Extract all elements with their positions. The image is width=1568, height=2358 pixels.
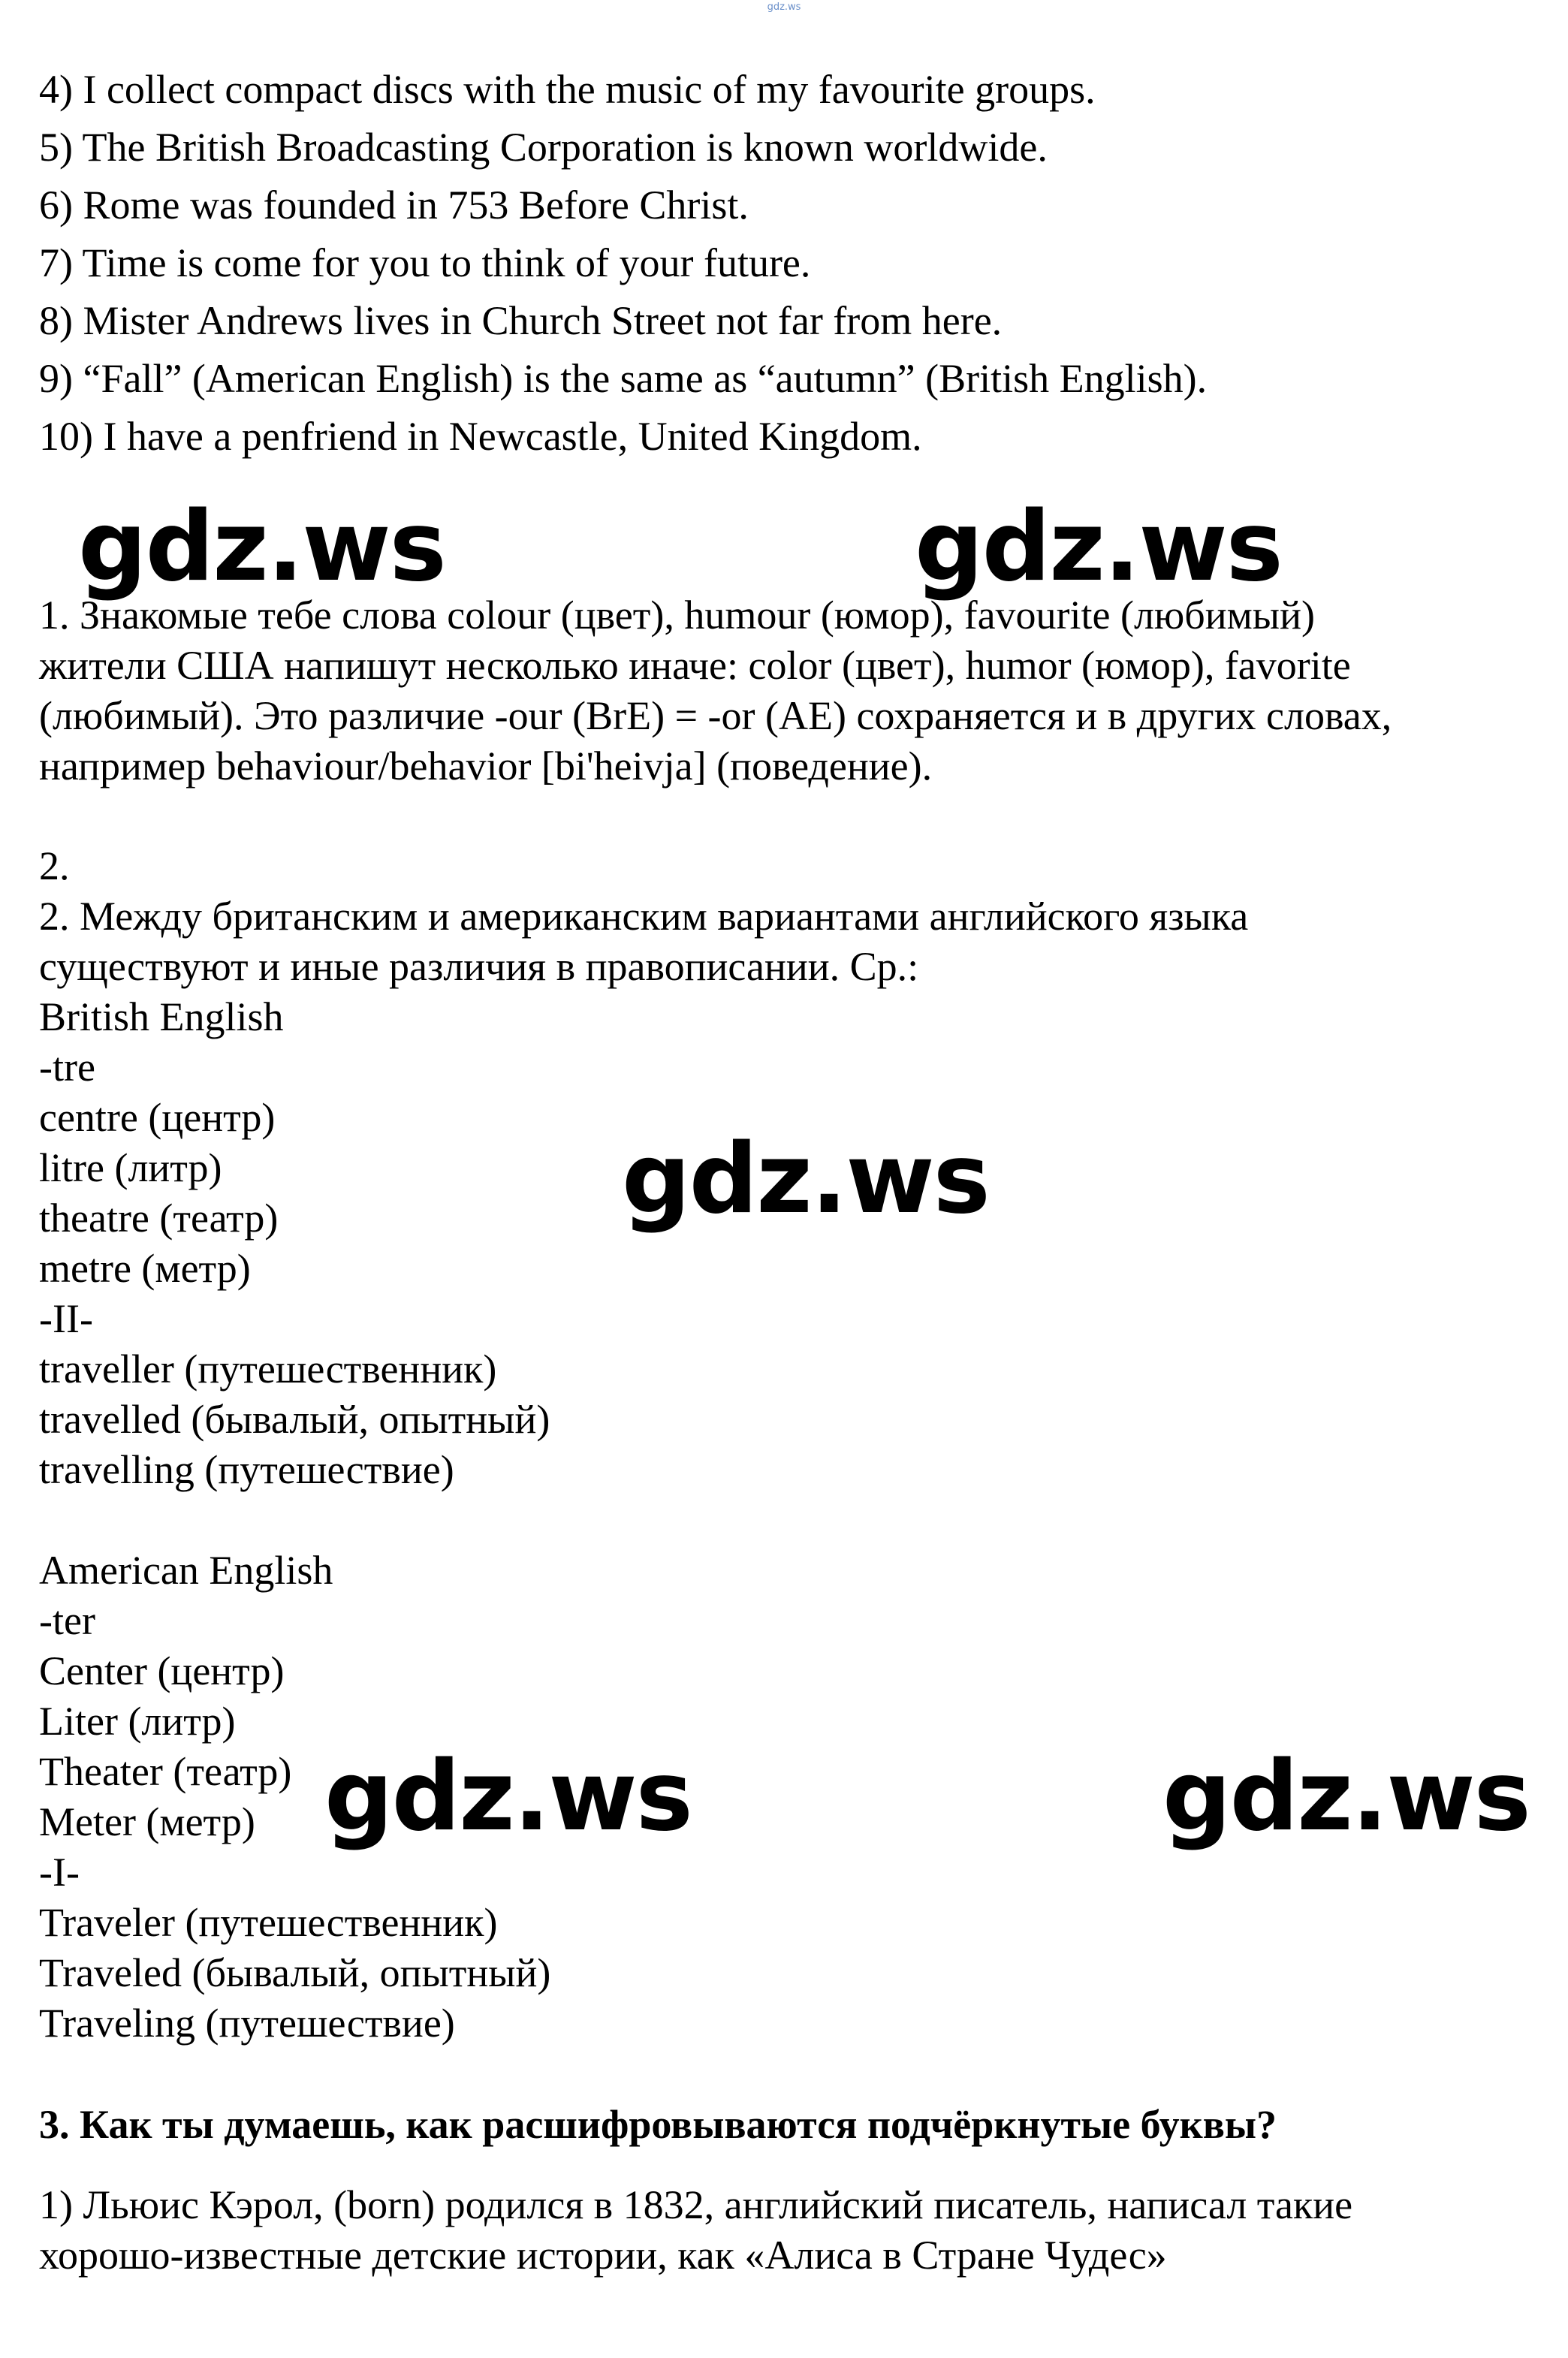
text-line: Theater (театр) — [39, 1749, 292, 1794]
watermark: gdz.ws — [622, 1123, 989, 1235]
watermark: gdz.ws — [78, 491, 445, 603]
text-line: litre (литр) — [39, 1145, 222, 1190]
text-line: American English — [39, 1548, 333, 1593]
text-line: например behaviour/behavior [bi'heivja] (поведение). — [39, 743, 933, 789]
text-line: centre (центр) — [39, 1095, 276, 1140]
text-line: 1) Льюис Кэрол, (born) родился в 1832, английский писатель, написал такие — [39, 2182, 1353, 2227]
text-line: 9) “Fall” (American English) is the same as “autumn” (British English). — [39, 356, 1208, 401]
text-line: 10) I have a penfriend in Newcastle, United Kingdom. — [39, 414, 922, 459]
text-line: -I- — [39, 1850, 80, 1895]
text-line: British English — [39, 994, 284, 1039]
text-line: traveller (путешественник) — [39, 1346, 497, 1392]
text-line: -ter — [39, 1598, 95, 1643]
text-line: 6) Rome was founded in 753 Before Christ. — [39, 182, 749, 228]
watermark: gdz.ws — [324, 1741, 692, 1853]
header-watermark: gdz.ws — [767, 2, 801, 13]
text-line: (любимый). Это различие -our (BrE) = -or (AE) сохраняется и в других словах, — [39, 693, 1392, 738]
text-line: жители США напишут несколько иначе: color (цвет), humor (юмор), favorite — [39, 643, 1351, 688]
text-line: существуют и иные различия в правописании. Ср.: — [39, 944, 919, 989]
text-line: хорошо-известные детские истории, как «Алиса в Стране Чудес» — [39, 2233, 1167, 2278]
text-line: travelling (путешествие) — [39, 1447, 454, 1492]
text-line: Traveler (путешественник) — [39, 1900, 498, 1945]
text-line: 4) I collect compact discs with the music of my favourite groups. — [39, 67, 1096, 112]
text-line: Traveled (бывалый, опытный) — [39, 1950, 551, 1995]
watermark: gdz.ws — [1162, 1741, 1530, 1853]
text-line: 5) The British Broadcasting Corporation is known worldwide. — [39, 125, 1048, 170]
text-line: 8) Mister Andrews lives in Church Street not far from here. — [39, 298, 1003, 343]
text-line: Center (центр) — [39, 1648, 285, 1693]
text-line: Liter (литр) — [39, 1699, 236, 1744]
text-line: -II- — [39, 1296, 93, 1341]
text-line: 2. — [39, 843, 70, 888]
text-line: 7) Time is come for you to think of your future. — [39, 240, 811, 285]
text-line: Meter (метр) — [39, 1799, 255, 1844]
text-line: travelled (бывалый, опытный) — [39, 1397, 550, 1442]
watermark: gdz.ws — [915, 491, 1282, 603]
text-line: metre (метр) — [39, 1246, 251, 1291]
text-line: -tre — [39, 1045, 95, 1090]
text-line: 1. Знакомые тебе слова colour (цвет), humour (юмор), favourite (любимый) — [39, 593, 1315, 638]
text-line: theatre (театр) — [39, 1196, 279, 1241]
text-line: Traveling (путешествие) — [39, 2001, 455, 2046]
text-line: 2. Между британским и американским вариантами английского языка — [39, 894, 1249, 939]
section-heading: 3. Как ты думаешь, как расшифровываются подчёркнутые буквы? — [39, 2102, 1277, 2147]
